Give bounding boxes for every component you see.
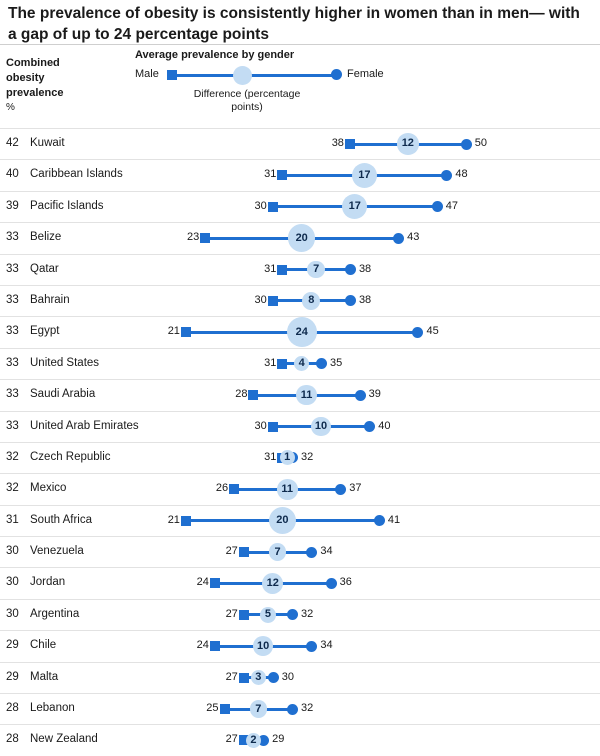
combined-prevalence-value: 33 [6,293,19,306]
table-row [0,724,600,755]
country-label: Chile [30,639,57,652]
difference-bubble: 4 [294,356,309,371]
table-row [0,567,600,598]
female-value-label: 38 [358,293,372,306]
combined-prevalence-value: 32 [6,450,19,463]
legend-male-label: Male [135,68,159,80]
female-value-label: 43 [407,231,420,244]
difference-bubble: 12 [397,133,418,154]
table-row [0,630,600,661]
row-plot [135,223,600,253]
table-row [0,473,600,504]
legend [135,66,395,116]
female-value-label: 48 [455,168,468,181]
female-marker-icon [268,672,279,683]
female-marker-icon [412,327,423,338]
table-row [0,191,600,222]
female-value-label: 41 [387,513,401,526]
female-value-label: 36 [339,576,352,589]
country-label: Qatar [30,262,59,275]
table-row [0,442,600,473]
male-value-label: 26 [215,482,229,495]
combined-prevalence-value: 33 [6,262,19,275]
female-marker-icon [374,515,385,526]
country-label: Caribbean Islands [30,168,123,181]
country-label: Malta [30,670,59,683]
row-plot [135,537,600,567]
female-value-label: 40 [378,419,391,432]
difference-bubble: 2 [246,733,261,748]
table-row [0,285,600,316]
male-value-label: 27 [225,670,238,683]
row-plot [135,506,600,536]
row-plot [135,412,600,442]
legend-male-marker-icon [167,70,177,80]
female-value-label: 32 [301,450,314,463]
column-header-label: Combined obesity prevalence [6,57,64,99]
combined-prevalence-value: 30 [6,576,19,589]
difference-bubble: 20 [288,224,316,252]
legend-female-label: Female [347,68,384,80]
male-value-label: 31 [264,262,277,275]
combined-prevalence-value: 33 [6,231,19,244]
table-row [0,411,600,442]
difference-bubble: 8 [302,292,320,310]
male-value-label: 27 [225,545,238,558]
column-header [6,56,86,114]
row-plot [135,631,600,661]
difference-bubble: 7 [307,261,324,278]
row-plot [135,663,600,693]
combined-prevalence-value: 39 [6,199,19,212]
difference-bubble: 17 [342,194,367,219]
difference-bubble: 10 [253,636,273,656]
female-value-label: 32 [301,702,314,715]
row-plot [135,474,600,504]
table-row [0,222,600,253]
female-value-label: 39 [368,388,381,401]
male-marker-icon [181,327,191,337]
difference-bubble: 7 [250,700,267,717]
male-marker-icon [181,516,191,526]
difference-bubble: 12 [262,573,283,594]
country-label: Egypt [30,325,60,338]
female-value-label: 45 [426,325,439,338]
male-marker-icon [200,233,210,243]
female-marker-icon [306,547,317,558]
male-marker-icon [345,139,355,149]
female-marker-icon [306,641,317,652]
table-row [0,254,600,285]
combined-prevalence-value: 33 [6,388,19,401]
row-plot [135,286,600,316]
difference-bubble: 11 [277,479,298,500]
female-marker-icon [355,390,366,401]
legend-connector-line [171,74,337,77]
difference-bubble: 7 [269,543,286,560]
female-marker-icon [335,484,346,495]
row-plot [135,349,600,379]
combined-prevalence-value: 40 [6,168,19,181]
country-label: Saudi Arabia [30,388,96,401]
female-marker-icon [345,295,356,306]
difference-bubble: 5 [260,607,276,623]
legend-title: Average prevalence by gender [135,49,295,61]
combined-prevalence-value: 33 [6,325,19,338]
male-value-label: 23 [186,231,200,244]
country-label: Pacific Islands [30,199,104,212]
legend-difference-label: Difference (percentage points) [193,88,301,114]
female-value-label: 29 [272,733,285,746]
country-label: Argentina [30,607,80,620]
male-marker-icon [239,547,249,557]
combined-prevalence-value: 33 [6,419,19,432]
row-plot [135,255,600,285]
table-row [0,159,600,190]
male-value-label: 38 [331,137,344,149]
country-label: South Africa [30,513,93,526]
male-marker-icon [277,265,287,275]
difference-bubble: 10 [311,417,331,437]
male-marker-icon [220,704,230,714]
row-plot [135,380,600,410]
male-value-label: 25 [206,702,219,715]
row-plot [135,160,600,190]
male-value-label: 30 [254,293,267,306]
row-plot [135,317,600,347]
female-value-label: 37 [349,482,362,495]
country-label: Czech Republic [30,450,111,463]
female-value-label: 50 [474,137,487,149]
female-marker-icon [432,201,443,212]
male-marker-icon [277,359,287,369]
country-label: Bahrain [30,293,70,306]
row-plot [135,129,600,159]
combined-prevalence-value: 30 [6,545,19,558]
row-plot [135,600,600,630]
female-value-label: 32 [301,607,314,620]
male-marker-icon [248,390,258,400]
difference-bubble: 11 [296,385,317,406]
country-label: United States [30,356,100,369]
row-plot [135,443,600,473]
male-marker-icon [210,641,220,651]
table-row [0,662,600,693]
male-value-label: 31 [264,450,277,463]
male-marker-icon [268,422,278,432]
row-plot [135,568,600,598]
male-marker-icon [277,170,287,180]
combined-prevalence-value: 30 [6,607,19,620]
row-plot [135,694,600,724]
female-value-label: 34 [320,545,333,558]
male-marker-icon [268,296,278,306]
combined-prevalence-value: 29 [6,639,19,652]
table-row [0,599,600,630]
male-value-label: 24 [196,639,209,652]
male-value-label: 30 [254,199,267,212]
difference-bubble: 20 [269,507,297,535]
row-plot [135,725,600,755]
female-value-label: 47 [445,199,458,212]
female-marker-icon [345,264,356,275]
female-marker-icon [461,139,472,150]
female-value-label: 35 [330,356,343,369]
table-row [0,379,600,410]
male-value-label: 27 [225,607,238,620]
male-value-label: 24 [196,576,209,589]
female-marker-icon [326,578,337,589]
female-marker-icon [287,609,298,620]
combined-prevalence-value: 33 [6,356,19,369]
female-marker-icon [316,358,327,369]
table-row [0,316,600,347]
male-marker-icon [210,578,220,588]
combined-prevalence-value: 42 [6,137,19,149]
female-value-label: 30 [281,670,294,683]
column-header-unit: % [6,101,15,113]
female-marker-icon [393,233,404,244]
male-value-label: 21 [167,325,180,338]
male-value-label: 27 [225,733,238,746]
country-label: Lebanon [30,702,75,715]
difference-bubble: 3 [251,670,266,685]
female-marker-icon [287,704,298,715]
row-plot [135,192,600,222]
table-row [0,536,600,567]
title-divider [0,44,600,45]
male-marker-icon [239,673,249,683]
male-marker-icon [229,484,239,494]
female-value-label: 34 [320,639,333,652]
male-value-label: 28 [235,388,248,401]
table-row [0,348,600,379]
table-row [0,693,600,724]
difference-bubble: 1 [280,450,295,465]
combined-prevalence-value: 28 [6,702,19,715]
legend-female-marker-icon [331,69,342,80]
country-label: Jordan [30,576,66,589]
male-value-label: 31 [264,168,277,181]
country-label: Belize [30,231,62,244]
page-title: The prevalence of obesity is consistently higher in women than in men— with a gap of up to 24 percentage points [8,5,580,43]
male-marker-icon [239,610,249,620]
female-marker-icon [441,170,452,181]
country-label: Mexico [30,482,67,495]
combined-prevalence-value: 28 [6,733,19,746]
male-value-label: 21 [167,513,180,526]
combined-prevalence-value: 31 [6,513,19,526]
male-marker-icon [268,202,278,212]
female-value-label: 38 [358,262,372,275]
country-label: Kuwait [30,137,65,149]
male-value-label: 30 [254,419,267,432]
table-row [0,505,600,536]
country-label: United Arab Emirates [30,419,139,432]
difference-bubble: 24 [287,317,317,347]
legend-difference-bubble-icon [233,66,252,85]
country-label: New Zealand [30,733,98,746]
chart-rows [0,128,600,756]
female-marker-icon [364,421,375,432]
difference-bubble: 17 [352,163,377,188]
table-row [0,128,600,159]
country-label: Venezuela [30,545,84,558]
combined-prevalence-value: 32 [6,482,19,495]
combined-prevalence-value: 29 [6,670,19,683]
male-value-label: 31 [264,356,277,369]
